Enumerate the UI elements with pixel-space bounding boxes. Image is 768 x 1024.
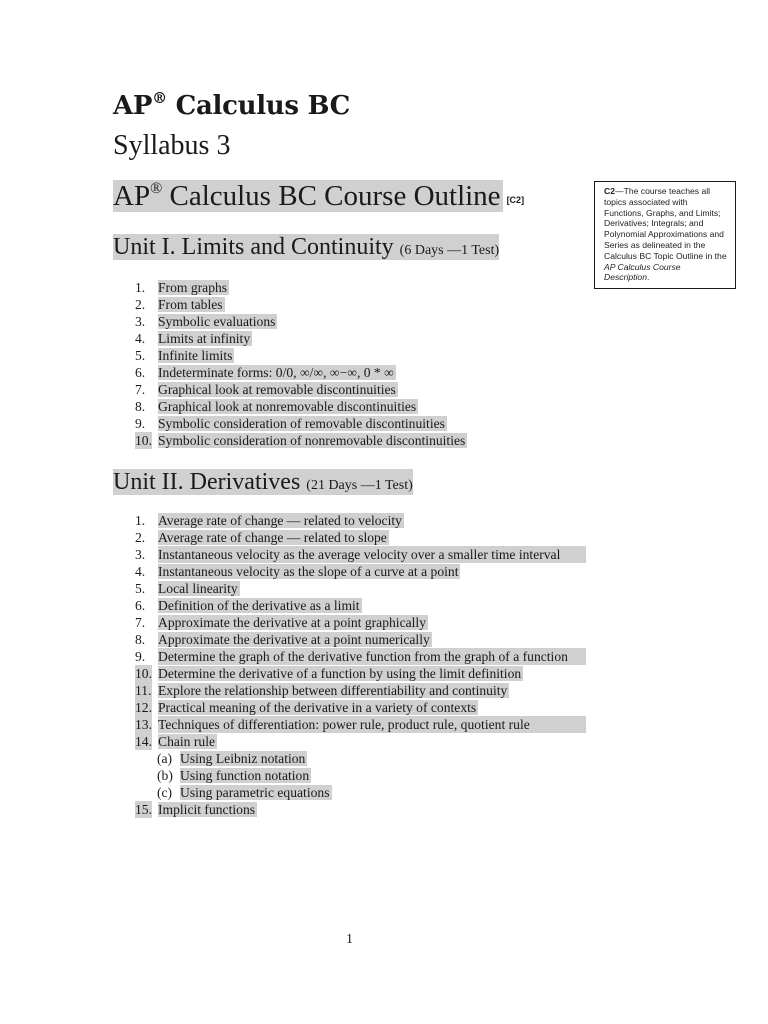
list-item: 7. Approximate the derivative at a point graphically bbox=[135, 615, 427, 630]
sidebar-note: C2—The course teaches all topics associated with Functions, Graphs, and Limits; Derivatives; Integrals; and Polynomial Approximations and Series as delineated in the Calculus BC Topic Outline in the AP Calculus Course Description. bbox=[594, 181, 736, 289]
list-item: 3. Symbolic evaluations bbox=[135, 314, 276, 329]
list-item: 6. Definition of the derivative as a limit bbox=[135, 598, 360, 613]
document-title: AP® Calculus BC bbox=[113, 89, 351, 121]
list-item: 4. Instantaneous velocity as the slope of a curve at a point bbox=[135, 564, 459, 579]
list-item: 11. Explore the relationship between differentiability and continuity bbox=[135, 683, 508, 698]
list-item: 12. Practical meaning of the derivative in a variety of contexts bbox=[135, 700, 477, 715]
list-item: 10. Determine the derivative of a function by using the limit definition bbox=[135, 666, 522, 681]
unit2-topic-list bbox=[135, 512, 586, 818]
unit1-topic-list bbox=[135, 279, 467, 449]
list-subitem: (c) Using parametric equations bbox=[157, 785, 330, 800]
curriculum-tag: [C2] bbox=[506, 195, 525, 205]
sidebar-italic: AP Calculus Course Description bbox=[604, 261, 681, 283]
list-item: 1. Average rate of change — related to velocity bbox=[135, 513, 402, 528]
list-item: 6. Indeterminate forms: 0/0, ∞/∞, ∞−∞, 0 * ∞ bbox=[135, 365, 394, 380]
list-item: 14. Chain rule bbox=[135, 734, 216, 749]
list-item: 8. Approximate the derivative at a point numerically bbox=[135, 632, 430, 647]
list-item: 9. Symbolic consideration of removable discontinuities bbox=[135, 416, 445, 431]
document-subtitle: Syllabus 3 bbox=[113, 130, 231, 161]
list-item: 1. From graphs bbox=[135, 280, 228, 295]
unit-meta: (6 Days —1 Test) bbox=[399, 243, 500, 258]
unit-meta: (21 Days —1 Test) bbox=[306, 478, 413, 493]
list-item: 5. Infinite limits bbox=[135, 348, 233, 363]
list-item: 5. Local linearity bbox=[135, 581, 238, 596]
list-item: 13. Techniques of differentiation: power rule, product rule, quotient rule bbox=[135, 716, 586, 733]
list-item: 9. Determine the graph of the derivative function from the graph of a function bbox=[135, 648, 586, 665]
page-number: 1 bbox=[346, 932, 353, 947]
unit-title: Unit I. Limits and Continuity bbox=[113, 234, 394, 260]
list-item: 7. Graphical look at removable discontinuities bbox=[135, 382, 396, 397]
list-subitem: (b) Using function notation bbox=[157, 768, 310, 783]
list-item: 2. From tables bbox=[135, 297, 223, 312]
list-item: 3. Instantaneous velocity as the average velocity over a smaller time interval bbox=[135, 546, 586, 563]
list-item: 15. Implicit functions bbox=[135, 802, 256, 817]
list-item: 8. Graphical look at nonremovable discontinuities bbox=[135, 399, 417, 414]
list-subitem: (a) Using Leibniz notation bbox=[157, 751, 306, 766]
course-outline-title: AP® Calculus BC Course Outline bbox=[113, 180, 501, 212]
unit-title: Unit II. Derivatives bbox=[113, 469, 301, 495]
list-item: 10. Symbolic consideration of nonremovable discontinuities bbox=[135, 433, 466, 448]
course-outline-heading bbox=[113, 178, 524, 218]
list-item: 4. Limits at infinity bbox=[135, 331, 251, 346]
sidebar-text: —The course teaches all topics associated with Functions, Graphs, and Limits; Derivatives; Integrals; and Polynomial Approximations and Series as delineated in the Calculus BC Topic Outline in the bbox=[604, 186, 727, 261]
sidebar-code: C2 bbox=[604, 186, 615, 196]
unit-heading bbox=[113, 467, 413, 501]
list-item: 2. Average rate of change — related to slope bbox=[135, 530, 387, 545]
unit-heading bbox=[113, 232, 499, 266]
